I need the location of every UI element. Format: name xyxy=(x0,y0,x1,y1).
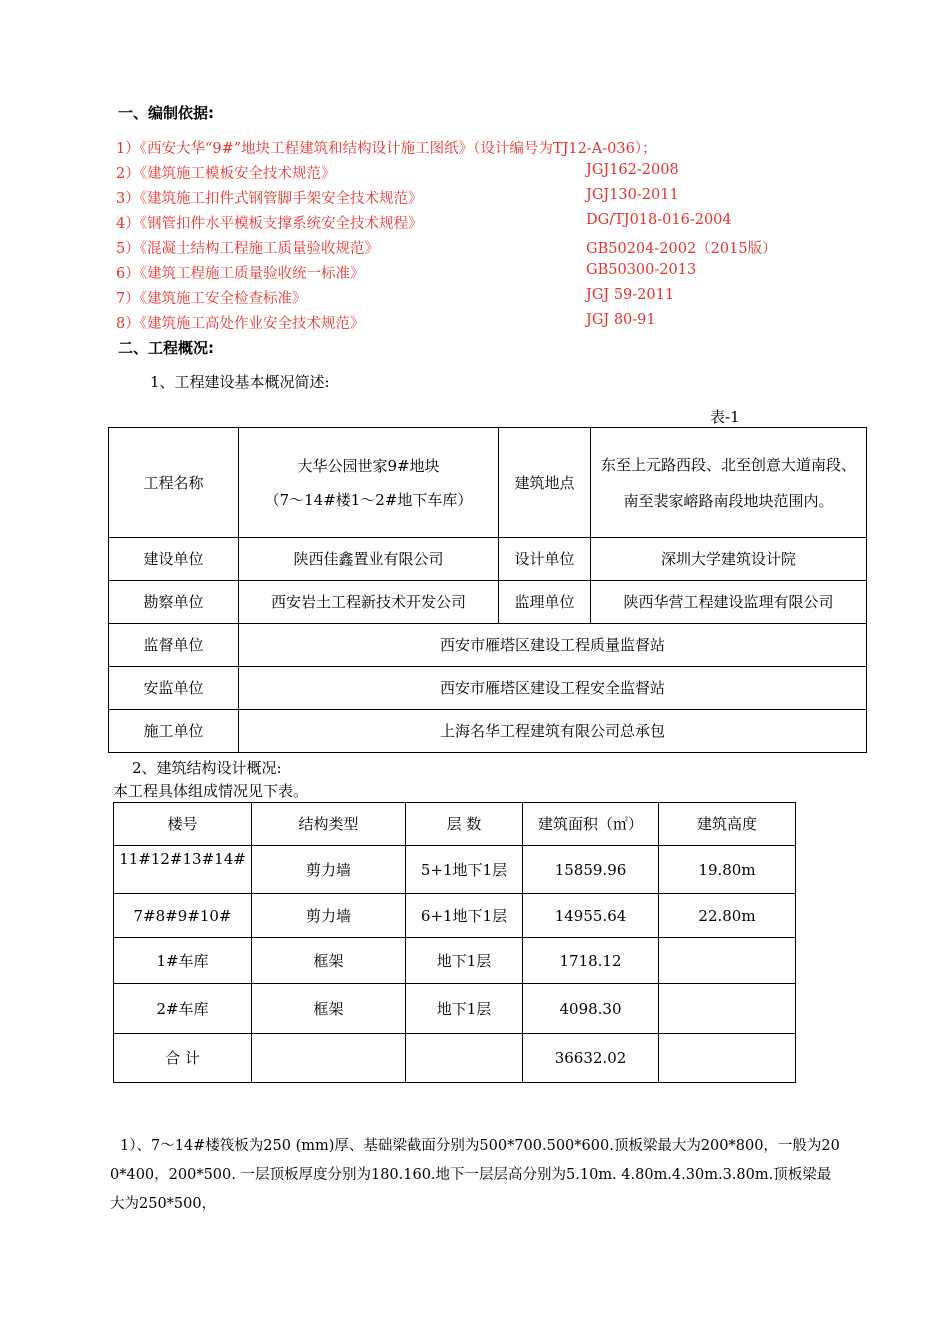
table-cell: 剪力墙 xyxy=(252,846,406,894)
table-total-row xyxy=(114,1034,796,1083)
subsection-1-title: 1、工程建设基本概况简述: xyxy=(150,373,330,391)
table-value-cell: 深圳大学建筑设计院 xyxy=(591,538,867,581)
table-key-cell: 监督单位 xyxy=(109,624,239,667)
project-overview-table xyxy=(108,427,867,753)
table-row xyxy=(109,710,867,753)
table-cell: 11#12#13#14# xyxy=(114,846,252,894)
table-cell: 剪力墙 xyxy=(252,894,406,938)
table-cell: 合 计 xyxy=(114,1034,252,1083)
reference-code: JGJ130-2011 xyxy=(586,187,679,203)
table-key-cell: 建设单位 xyxy=(109,538,239,581)
table-key-cell: 施工单位 xyxy=(109,710,239,753)
table-row xyxy=(114,894,796,938)
table-key-cell: 安监单位 xyxy=(109,667,239,710)
section-1-title: 一、编制依据: xyxy=(118,104,214,122)
subsection-2-intro: 本工程具体组成情况见下表。 xyxy=(113,782,309,800)
table-cell: 15859.96 xyxy=(523,846,659,894)
table-cell: 5+1地下1层 xyxy=(406,846,523,894)
reference-item xyxy=(116,212,732,233)
reference-item xyxy=(116,237,777,258)
column-header: 建筑高度 xyxy=(659,803,796,846)
table-row xyxy=(109,667,867,710)
table-cell: 框架 xyxy=(252,984,406,1034)
table-cell: 6+1地下1层 xyxy=(406,894,523,938)
table-value-cell: 陕西佳鑫置业有限公司 xyxy=(239,538,499,581)
table-value-cell: 上海名华工程建筑有限公司总承包 xyxy=(239,710,867,753)
table-1-label: 表-1 xyxy=(710,408,740,426)
table-cell: 1#车库 xyxy=(114,938,252,984)
structure-description-paragraph: 1）、7～14#楼筏板为250 (mm)厚、基础梁截面分别为500*700.500*600.顶板梁最大为200*800，一般为200*400，200*500. 一层顶板厚度分别为180.160.地下一层层高分别为5.10m. 4.80m.4.30m.3.80m.顶板梁最大为250*500， xyxy=(110,1138,840,1212)
table-value-cell: 东至上元路西段、北至创意大道南段、南至裴家嵱路南段地块范围内。 xyxy=(591,428,867,538)
table-row xyxy=(109,581,867,624)
table-key-cell: 勘察单位 xyxy=(109,581,239,624)
table-cell: 7#8#9#10# xyxy=(114,894,252,938)
table-row xyxy=(109,428,867,538)
table-row xyxy=(109,624,867,667)
table-value-cell xyxy=(239,428,499,538)
reference-text: 3）《建筑施工扣件式钢管脚手架安全技术规范》 xyxy=(116,191,423,207)
reference-code: JGJ 80-91 xyxy=(586,312,656,328)
reference-text: 2）《建筑施工模板安全技术规范》 xyxy=(116,166,336,182)
table-cell: 框架 xyxy=(252,938,406,984)
reference-item xyxy=(116,312,656,333)
table-cell: 14955.64 xyxy=(523,894,659,938)
table-cell xyxy=(659,938,796,984)
reference-text: 1）《西安大华“9#”地块工程建筑和结构设计施工图纸》（设计编号为TJ12-A-036）； xyxy=(116,141,657,157)
reference-code: JGJ162-2008 xyxy=(586,162,679,178)
table-cell xyxy=(406,1034,523,1083)
table-key-cell: 监理单位 xyxy=(499,581,591,624)
table-row xyxy=(114,984,796,1034)
table-cell: 地下1层 xyxy=(406,984,523,1034)
reference-item xyxy=(116,137,657,158)
reference-text: 4）《钢管扣件水平模板支撑系统安全技术规程》 xyxy=(116,216,423,232)
table-cell: 19.80m xyxy=(659,846,796,894)
table-cell xyxy=(659,984,796,1034)
reference-text: 8）《建筑施工高处作业安全技术规范》 xyxy=(116,316,365,332)
reference-item xyxy=(116,187,679,208)
table-cell: 22.80m xyxy=(659,894,796,938)
table-cell: 36632.02 xyxy=(523,1034,659,1083)
table-cell: 4098.30 xyxy=(523,984,659,1034)
table-cell: 地下1层 xyxy=(406,938,523,984)
reference-code: JGJ 59-2011 xyxy=(586,287,675,303)
reference-text: 5）《混凝土结构工程施工质量验收规范》 xyxy=(116,241,379,257)
project-name-line: 大华公园世家9#地块 xyxy=(297,456,440,475)
reference-text: 6）《建筑工程施工质量验收统一标准》 xyxy=(116,266,365,282)
table-row xyxy=(114,938,796,984)
table-value-cell: 西安岩土工程新技术开发公司 xyxy=(239,581,499,624)
subsection-2-title: 2、建筑结构设计概况: xyxy=(132,759,282,777)
table-row xyxy=(109,538,867,581)
table-cell: 1718.12 xyxy=(523,938,659,984)
table-key-cell: 建筑地点 xyxy=(499,428,591,538)
table-key-cell: 工程名称 xyxy=(109,428,239,538)
table-cell xyxy=(659,1034,796,1083)
reference-code: DG/TJ018-016-2004 xyxy=(586,212,732,228)
table-cell xyxy=(252,1034,406,1083)
table-value-cell: 陕西华营工程建设监理有限公司 xyxy=(591,581,867,624)
column-header: 层 数 xyxy=(406,803,523,846)
table-row xyxy=(114,846,796,894)
column-header: 楼号 xyxy=(114,803,252,846)
table-value-cell: 西安市雁塔区建设工程安全监督站 xyxy=(239,667,867,710)
column-header: 建筑面积（㎡） xyxy=(523,803,659,846)
reference-text: 7）《建筑施工安全检查标准》 xyxy=(116,291,307,307)
reference-item xyxy=(116,162,679,183)
table-key-cell: 设计单位 xyxy=(499,538,591,581)
table-header-row xyxy=(114,803,796,846)
reference-item xyxy=(116,287,675,308)
column-header: 结构类型 xyxy=(252,803,406,846)
section-2-title: 二、工程概况: xyxy=(118,339,214,357)
reference-item xyxy=(116,262,697,283)
building-composition-table xyxy=(113,802,796,1083)
table-value-cell: 西安市雁塔区建设工程质量监督站 xyxy=(239,624,867,667)
reference-code: GB50204-2002（2015版） xyxy=(586,241,777,257)
project-name-scope: （7～14#楼1～2#地下车库） xyxy=(264,490,473,509)
table-cell: 2#车库 xyxy=(114,984,252,1034)
reference-code: GB50300-2013 xyxy=(586,262,697,278)
